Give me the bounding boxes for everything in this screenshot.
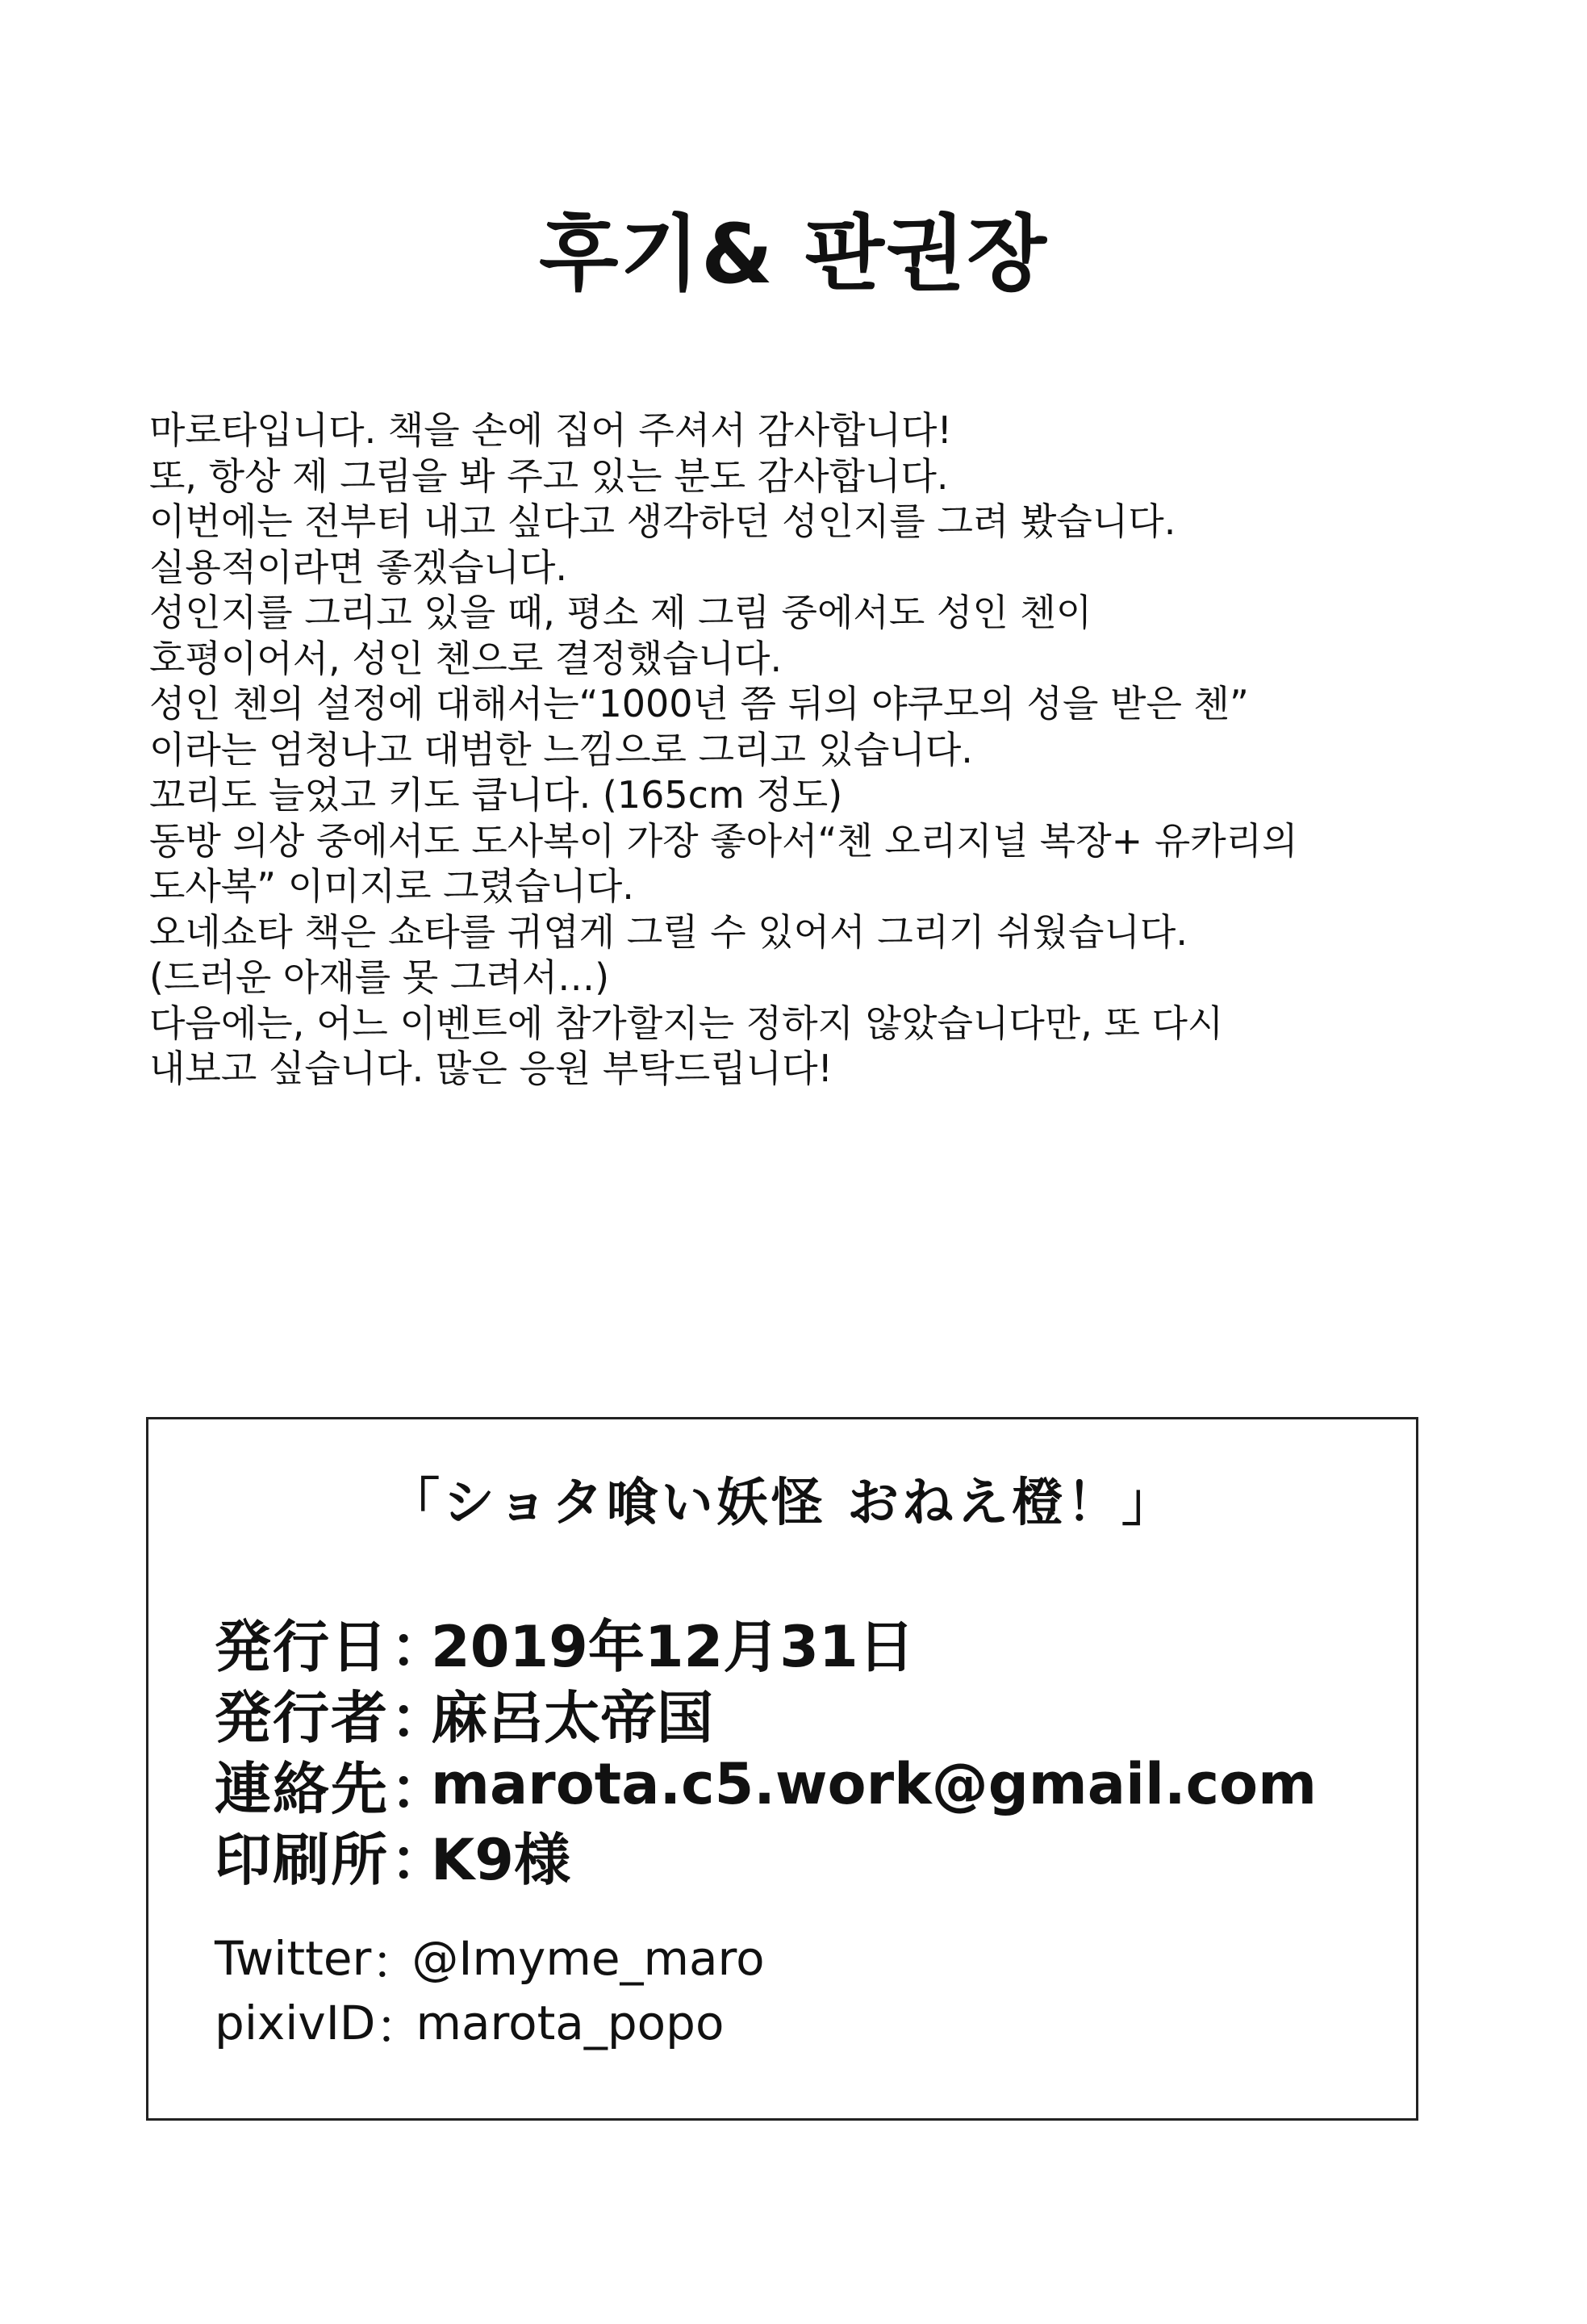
social-value: marota_popo: [416, 1996, 725, 2050]
afterword-line: 성인지를 그리고 있을 때, 평소 제 그림 중에서도 성인 첸이: [149, 591, 1092, 634]
afterword-line: 마로타입니다. 책을 손에 집어 주셔서 감사합니다!: [149, 408, 952, 452]
info-separator: ：: [390, 1826, 447, 1893]
social-row-twitter: [215, 1926, 765, 1991]
info-row-contact: [215, 1749, 1317, 1820]
info-row-printer: [215, 1820, 1317, 1891]
social-row-pixiv: [215, 1991, 765, 2055]
page-title: 후기& 판권장: [538, 207, 1049, 303]
afterword-line: 또, 항상 제 그림을 봐 주고 있는 분도 감사합니다.: [149, 454, 949, 498]
info-separator: ：: [390, 1755, 447, 1822]
afterword-line: 동방 의상 중에서도 도사복이 가장 좋아서“첸 오리지널 복장+ 유카리의: [149, 818, 1298, 863]
info-row-publisher: [215, 1678, 1317, 1749]
social-value: @Imyme_maro: [411, 1931, 765, 1986]
afterword-line: 꼬리도 늘었고 키도 큽니다. (165cm 정도): [149, 773, 843, 817]
afterword-line: 호평이어서, 성인 첸으로 결정했습니다.: [149, 636, 783, 680]
info-separator: ：: [390, 1613, 447, 1680]
afterword-line: 도사복” 이미지로 그렸습니다.: [149, 864, 634, 908]
info-value: marota.c5.work@gmail.com: [431, 1751, 1318, 1817]
afterword-line: 성인 첸의 설정에 대해서는“1000년 쯤 뒤의 야쿠모의 성을 받은 첸”: [149, 682, 1249, 725]
social-separator: ：: [371, 1935, 419, 1990]
info-label: 発行日: [215, 1613, 389, 1680]
info-value: K9様: [431, 1826, 570, 1893]
afterword-line: 실용적이라면 좋겠습니다.: [149, 545, 568, 589]
book-title: 「ショタ喰い妖怪 おねえ橙！」: [388, 1473, 1176, 1533]
afterword-line: 이번에는 전부터 내고 싶다고 생각하던 성인지를 그려 봤습니다.: [149, 499, 1176, 543]
afterword-text: [149, 408, 1472, 1092]
colophon-box: [146, 1417, 1418, 2121]
info-separator: ：: [390, 1684, 447, 1751]
social-label: Twitter: [215, 1931, 372, 1986]
afterword-line: 오네쇼타 책은 쇼타를 귀엽게 그릴 수 있어서 그리기 쉬웠습니다.: [149, 909, 1188, 954]
social-label: pixivID: [215, 1996, 376, 2050]
info-row-publish-date: [215, 1607, 1317, 1678]
social-list: [215, 1926, 765, 2055]
info-label: 連絡先: [215, 1755, 389, 1822]
info-label: 印刷所: [215, 1826, 389, 1893]
afterword-line: (드러운 아재를 못 그려서…): [149, 955, 610, 999]
afterword-line: 이라는 엄청나고 대범한 느낌으로 그리고 있습니다.: [149, 727, 973, 771]
info-value: 2019年12月31日: [431, 1613, 915, 1680]
info-value: 麻呂太帝国: [431, 1684, 713, 1751]
afterword-line: 내보고 싶습니다. 많은 응원 부탁드립니다!: [149, 1047, 833, 1090]
info-label: 発行者: [215, 1684, 389, 1751]
social-separator: ：: [375, 2000, 423, 2054]
afterword-line: 다음에는, 어느 이벤트에 참가할지는 정하지 않았습니다만, 또 다시: [149, 1001, 1224, 1045]
colophon-info-list: [215, 1607, 1317, 1891]
